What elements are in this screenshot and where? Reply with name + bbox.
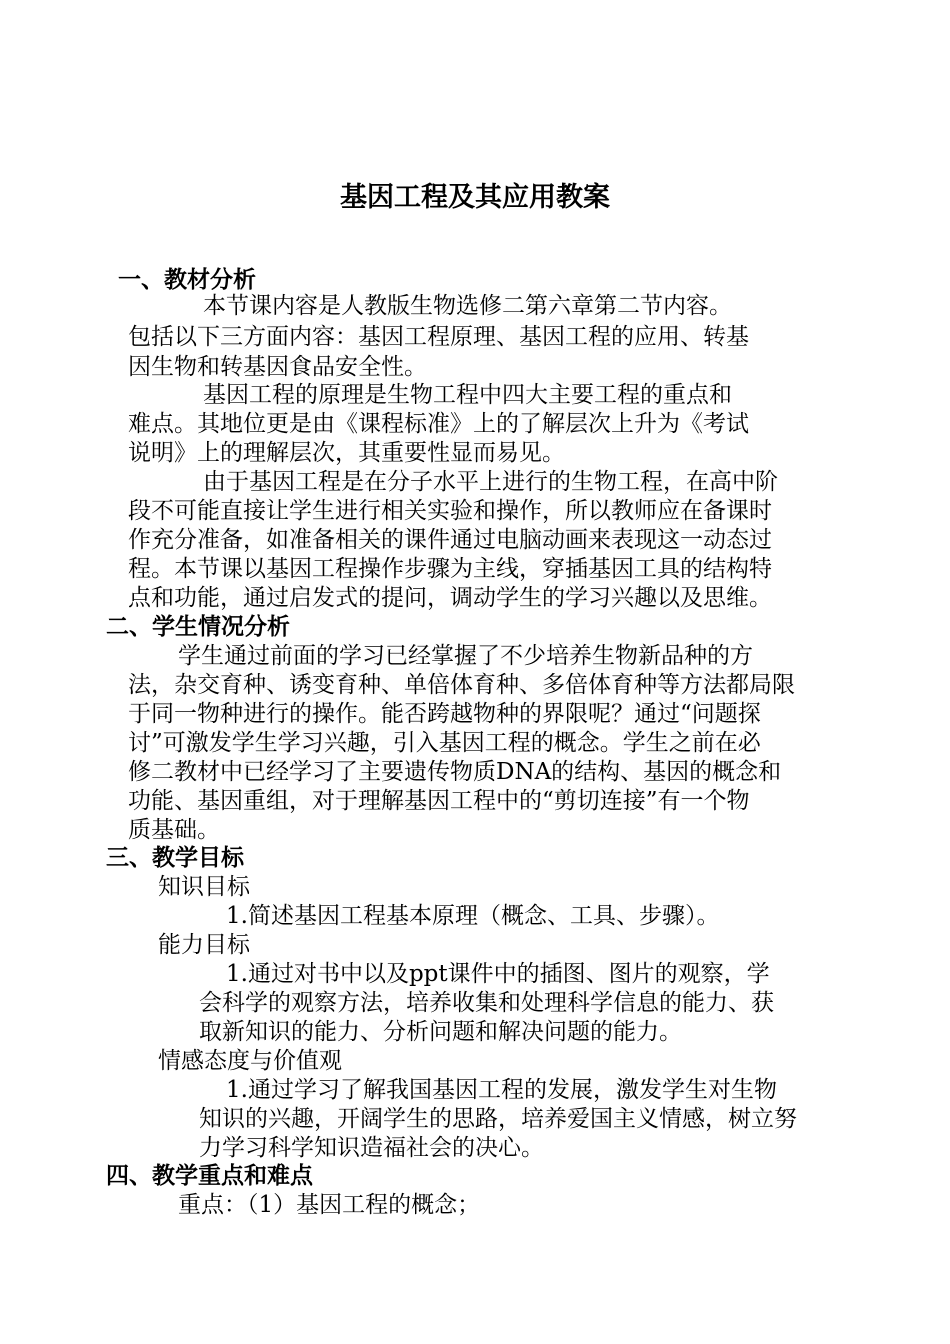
goal-item: 力学习科学知识造福社会的决心。 xyxy=(199,1135,544,1161)
paragraph-line: 质基础。 xyxy=(128,817,220,843)
paragraph-line: 由于基因工程是在分子水平上进行的生物工程，在高中阶 xyxy=(203,469,778,495)
goal-item: 1.简述基因工程基本原理（概念、工具、步骤）。 xyxy=(226,903,720,929)
paragraph-line: 法，杂交育种、诱变育种、单倍体育种、多倍体育种等方法都局限 xyxy=(128,672,795,698)
key-point-item: 重点：（1）基因工程的概念； xyxy=(178,1192,481,1218)
paragraph-line: 于同一物种进行的操作。能否跨越物种的界限呢？通过“问题探 xyxy=(128,701,761,727)
section-heading-student-analysis: 二、学生情况分析 xyxy=(106,613,290,640)
paragraph-line: 修二教材中已经学习了主要遗传物质DNA的结构、基因的概念和 xyxy=(128,759,782,785)
subheading-knowledge: 知识目标 xyxy=(158,874,250,900)
section-heading-key-points: 四、教学重点和难点 xyxy=(106,1162,313,1189)
subheading-ability: 能力目标 xyxy=(158,932,250,958)
paragraph-line: 说明》上的理解层次，其重要性显而易见。 xyxy=(128,440,565,466)
document-title: 基因工程及其应用教案 xyxy=(340,182,610,213)
paragraph-line: 功能、基因重组，对于理解基因工程中的“剪切连接”有一个物 xyxy=(128,788,750,814)
goal-item: 取新知识的能力、分析问题和解决问题的能力。 xyxy=(199,1019,682,1045)
goal-item: 1.通过对书中以及ppt课件中的插图、图片的观察，学 xyxy=(226,961,770,987)
paragraph-line: 作充分准备，如准备相关的课件通过电脑动画来表现这一动态过 xyxy=(128,527,772,553)
paragraph-line: 点和功能，通过启发式的提问，调动学生的学习兴趣以及思维。 xyxy=(128,585,772,611)
paragraph-line: 难点。其地位更是由《课程标准》上的了解层次上升为《考试 xyxy=(128,411,749,437)
paragraph-line: 学生通过前面的学习已经掌握了不少培养生物新品种的方 xyxy=(178,643,753,669)
goal-item: 会科学的观察方法，培养收集和处理科学信息的能力、获 xyxy=(199,990,774,1016)
paragraph-line: 基因工程的原理是生物工程中四大主要工程的重点和 xyxy=(203,382,732,408)
subheading-emotion: 情感态度与价值观 xyxy=(158,1048,342,1074)
paragraph-line: 因生物和转基因食品安全性。 xyxy=(128,354,427,380)
section-heading-teaching-goals: 三、教学目标 xyxy=(106,844,244,871)
goal-item: 知识的兴趣，开阔学生的思路，培养爱国主义情感，树立努 xyxy=(199,1106,797,1132)
paragraph-line: 程。本节课以基因工程操作步骤为主线，穿插基因工具的结构特 xyxy=(128,556,772,582)
section-heading-textbook-analysis: 一、教材分析 xyxy=(118,266,256,293)
paragraph-line: 段不可能直接让学生进行相关实验和操作，所以教师应在备课时 xyxy=(128,498,772,524)
goal-item: 1.通过学习了解我国基因工程的发展，激发学生对生物 xyxy=(226,1077,777,1103)
paragraph-line: 本节课内容是人教版生物选修二第六章第二节内容。 xyxy=(203,293,732,319)
paragraph-line: 包括以下三方面内容：基因工程原理、基因工程的应用、转基 xyxy=(128,324,749,350)
paragraph-line: 讨”可激发学生学习兴趣，引入基因工程的概念。学生之前在必 xyxy=(128,730,761,756)
